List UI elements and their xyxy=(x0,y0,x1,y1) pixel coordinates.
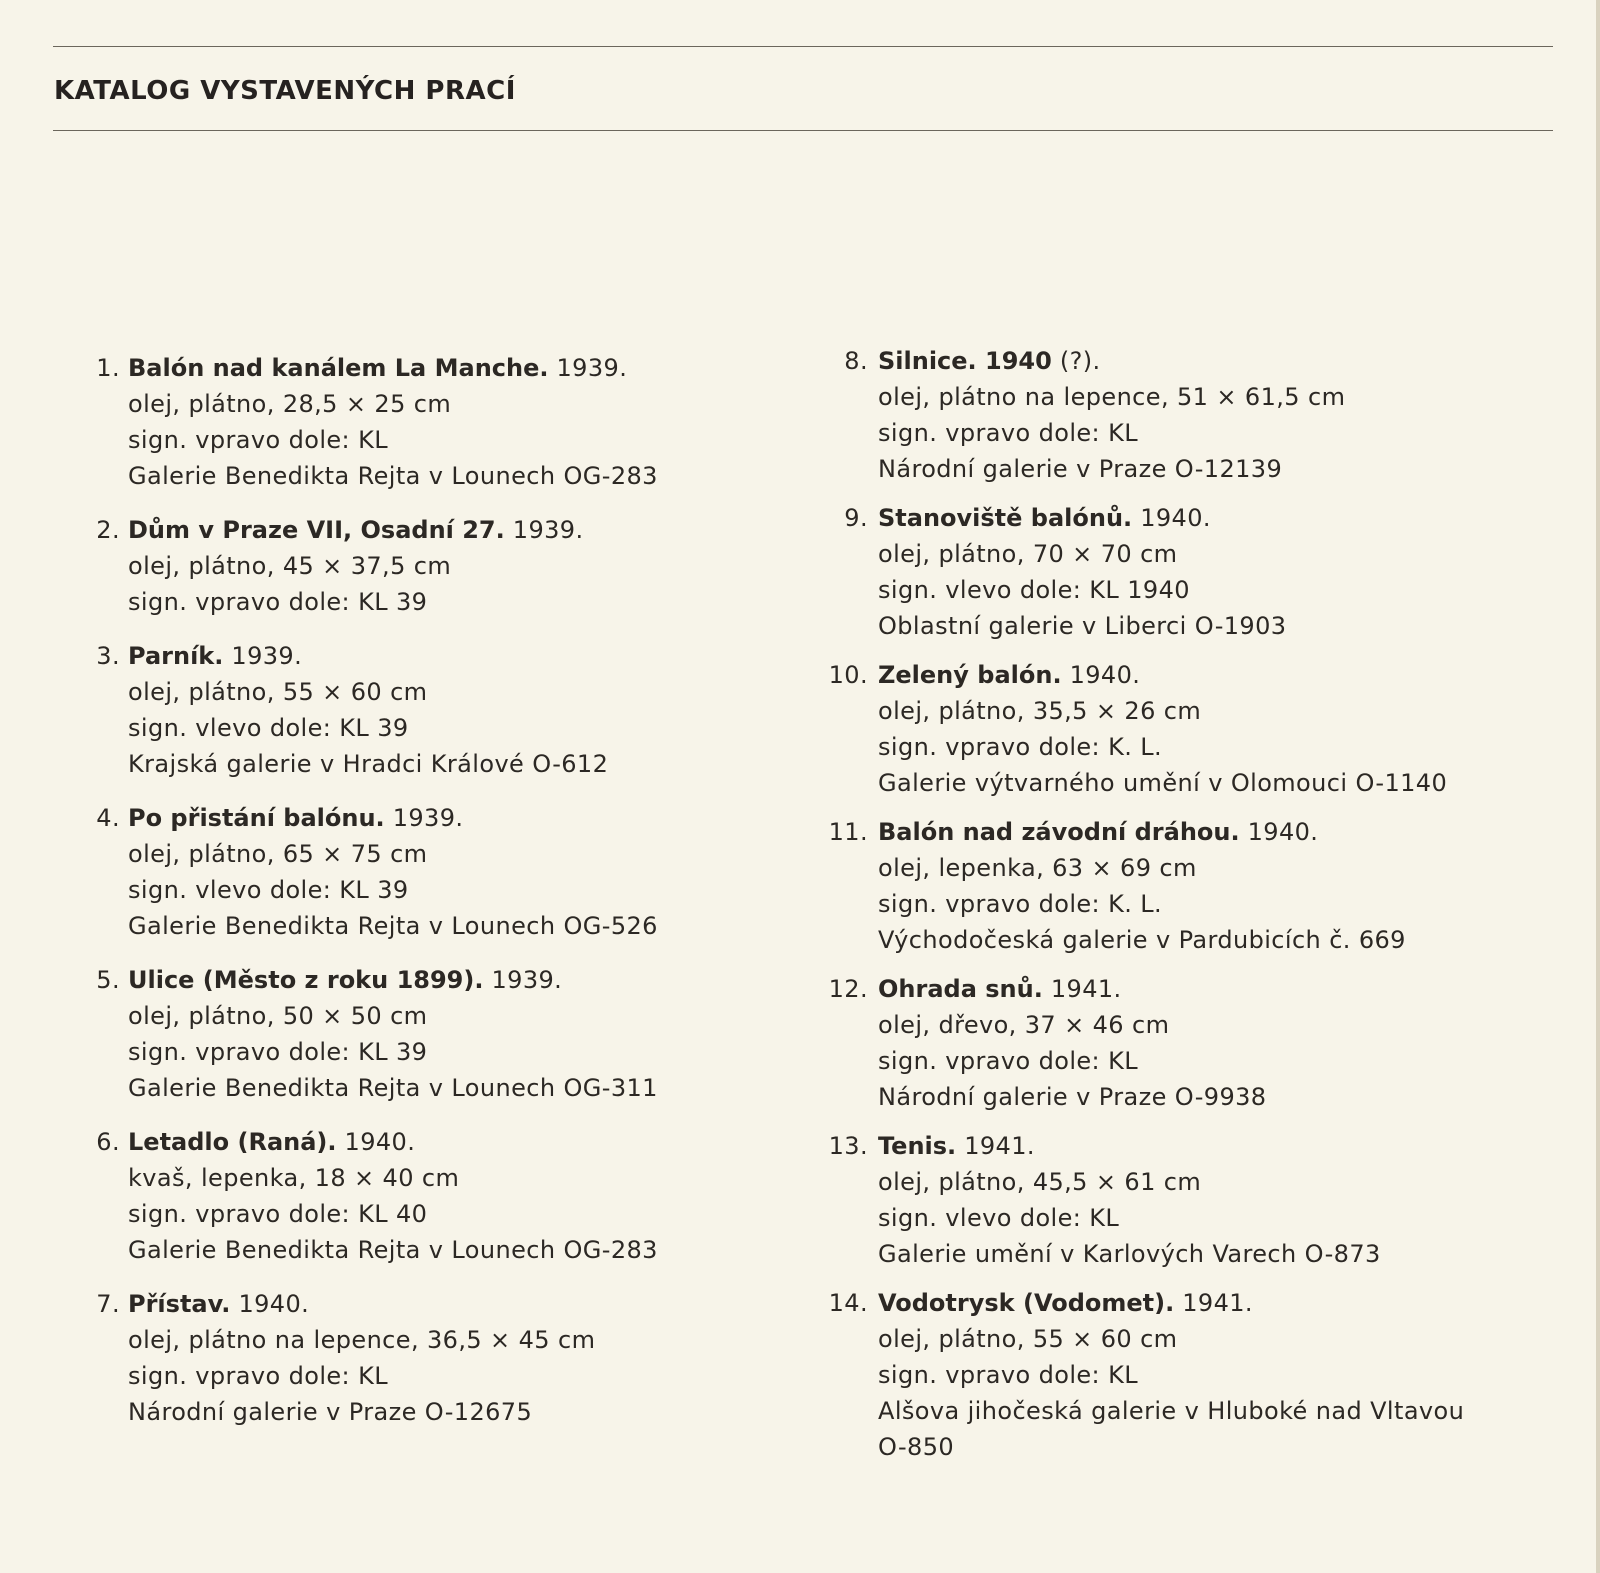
entry-year: 1940. xyxy=(1247,818,1319,846)
entry-signature: sign. vpravo dole: KL 39 xyxy=(128,588,428,616)
entry-signature: sign. vpravo dole: KL xyxy=(878,419,1138,447)
entry-collection: Galerie výtvarného umění v Olomouci O-1140 xyxy=(878,769,1448,797)
catalog-entry-14 xyxy=(828,1285,1558,1465)
catalog-entry-4 xyxy=(86,800,816,944)
entry-signature: sign. vpravo dole: KL 39 xyxy=(128,1038,428,1066)
entry-year: 1941. xyxy=(964,1132,1035,1160)
entry-medium: olej, plátno, 35,5 × 26 cm xyxy=(878,697,1202,725)
entry-number: 8. xyxy=(844,347,868,375)
entry-year: 1939. xyxy=(512,516,584,544)
catalog-entry-6 xyxy=(86,1124,816,1268)
entry-number: 13. xyxy=(828,1132,868,1160)
entry-number: 3. xyxy=(96,642,120,670)
entry-year: 1941. xyxy=(1050,975,1122,1003)
catalog-entry-2 xyxy=(86,512,816,620)
entry-number: 12. xyxy=(828,975,868,1003)
entry-medium: olej, dřevo, 37 × 46 cm xyxy=(878,1011,1170,1039)
catalog-entry-5 xyxy=(86,962,816,1106)
entry-signature: sign. vlevo dole: KL 39 xyxy=(128,714,409,742)
entry-medium: olej, plátno, 45 × 37,5 cm xyxy=(128,552,452,580)
catalog-entry-1 xyxy=(86,350,816,494)
entry-collection: Východočeská galerie v Pardubicích č. 669 xyxy=(878,926,1406,954)
entry-medium: olej, plátno, 55 × 60 cm xyxy=(128,678,428,706)
catalog-entry-3 xyxy=(86,638,816,782)
entry-year: 1939. xyxy=(392,804,464,832)
entry-medium: olej, plátno, 55 × 60 cm xyxy=(878,1325,1178,1353)
page-heading: KATALOG VYSTAVENÝCH PRACÍ xyxy=(54,76,516,106)
entry-collection: Národní galerie v Praze O-12139 xyxy=(878,455,1283,483)
entry-collection: Galerie Benedikta Rejta v Lounech OG-283 xyxy=(128,1236,658,1264)
entry-year: 1939. xyxy=(556,354,628,382)
entry-collection: Národní galerie v Praze O-12675 xyxy=(128,1398,533,1426)
entry-title: Dům v Praze VII, Osadní 27. xyxy=(128,516,505,544)
entry-inventory-number: O-850 xyxy=(878,1433,955,1461)
entry-collection: Galerie Benedikta Rejta v Lounech OG-311 xyxy=(128,1074,658,1102)
entry-title: Silnice. 1940 xyxy=(878,347,1052,375)
entry-number: 6. xyxy=(96,1128,120,1156)
heading-rule xyxy=(53,130,1553,131)
entry-year: 1941. xyxy=(1182,1289,1253,1317)
catalog-column-right xyxy=(828,343,1558,1478)
entry-medium: olej, plátno na lepence, 36,5 × 45 cm xyxy=(128,1326,596,1354)
entry-year: 1939. xyxy=(491,966,563,994)
entry-title: Ulice (Město z roku 1899). xyxy=(128,966,484,994)
entry-number: 9. xyxy=(844,504,868,532)
entry-number: 10. xyxy=(828,661,868,689)
entry-title: Letadlo (Raná). xyxy=(128,1128,337,1156)
entry-collection: Národní galerie v Praze O-9938 xyxy=(878,1083,1267,1111)
entry-collection: Oblastní galerie v Liberci O-1903 xyxy=(878,612,1287,640)
entry-medium: olej, plátno, 45,5 × 61 cm xyxy=(878,1168,1202,1196)
entry-year: 1940. xyxy=(344,1128,416,1156)
entry-number: 4. xyxy=(96,804,120,832)
catalog-entry-7 xyxy=(86,1286,816,1430)
entry-signature: sign. vlevo dole: KL xyxy=(878,1204,1120,1232)
entry-collection: Galerie umění v Karlových Varech O-873 xyxy=(878,1240,1381,1268)
entry-signature: sign. vpravo dole: K. L. xyxy=(878,890,1163,918)
entry-title: Tenis. xyxy=(878,1132,957,1160)
entry-year: 1940. xyxy=(238,1290,310,1318)
entry-signature: sign. vlevo dole: KL 1940 xyxy=(878,576,1190,604)
entry-year: 1940. xyxy=(1069,661,1141,689)
entry-medium: kvaš, lepenka, 18 × 40 cm xyxy=(128,1164,460,1192)
catalog-entry-11 xyxy=(828,814,1558,958)
entry-number: 2. xyxy=(96,516,120,544)
entry-collection: Krajská galerie v Hradci Králové O-612 xyxy=(128,750,609,778)
entry-title: Vodotrysk (Vodomet). xyxy=(878,1289,1175,1317)
entry-signature: sign. vpravo dole: KL 40 xyxy=(128,1200,428,1228)
entry-number: 1. xyxy=(96,354,120,382)
entry-number: 7. xyxy=(96,1290,120,1318)
entry-year: 1939. xyxy=(231,642,303,670)
entry-collection: Galerie Benedikta Rejta v Lounech OG-283 xyxy=(128,462,658,490)
entry-collection: Alšova jihočeská galerie v Hluboké nad Vltavou xyxy=(878,1397,1465,1425)
entry-year: 1940. xyxy=(1140,504,1211,532)
entry-title: Parník. xyxy=(128,642,224,670)
entry-signature: sign. vpravo dole: KL xyxy=(128,426,388,454)
catalog-entry-10 xyxy=(828,657,1558,801)
entry-medium: olej, plátno na lepence, 51 × 61,5 cm xyxy=(878,383,1346,411)
entry-signature: sign. vpravo dole: K. L. xyxy=(878,733,1163,761)
entry-medium: olej, lepenka, 63 × 69 cm xyxy=(878,854,1197,882)
catalog-entry-13 xyxy=(828,1128,1558,1272)
entry-title: Stanoviště balónů. xyxy=(878,504,1133,532)
catalog-entry-9 xyxy=(828,500,1558,644)
entry-signature: sign. vpravo dole: KL xyxy=(878,1361,1138,1389)
entry-title: Zelený balón. xyxy=(878,661,1062,689)
entry-medium: olej, plátno, 50 × 50 cm xyxy=(128,1002,428,1030)
entry-collection: Galerie Benedikta Rejta v Lounech OG-526 xyxy=(128,912,658,940)
entry-signature: sign. vpravo dole: KL xyxy=(878,1047,1138,1075)
page-edge xyxy=(1596,0,1600,1573)
entry-signature: sign. vlevo dole: KL 39 xyxy=(128,876,409,904)
entry-number: 14. xyxy=(828,1289,868,1317)
entry-medium: olej, plátno, 28,5 × 25 cm xyxy=(128,390,452,418)
entry-year: (?). xyxy=(1059,347,1101,375)
entry-medium: olej, plátno, 65 × 75 cm xyxy=(128,840,428,868)
top-rule xyxy=(53,46,1553,47)
catalog-column-left xyxy=(86,350,816,1448)
entry-number: 5. xyxy=(96,966,120,994)
catalog-entry-8 xyxy=(828,343,1558,487)
entry-title: Po přistání balónu. xyxy=(128,804,385,832)
entry-title: Ohrada snů. xyxy=(878,975,1043,1003)
entry-number: 11. xyxy=(828,818,868,846)
entry-title: Přístav. xyxy=(128,1290,231,1318)
entry-signature: sign. vpravo dole: KL xyxy=(128,1362,388,1390)
entry-medium: olej, plátno, 70 × 70 cm xyxy=(878,540,1178,568)
entry-title: Balón nad kanálem La Manche. xyxy=(128,354,549,382)
catalog-entry-12 xyxy=(828,971,1558,1115)
entry-title: Balón nad závodní dráhou. xyxy=(878,818,1240,846)
